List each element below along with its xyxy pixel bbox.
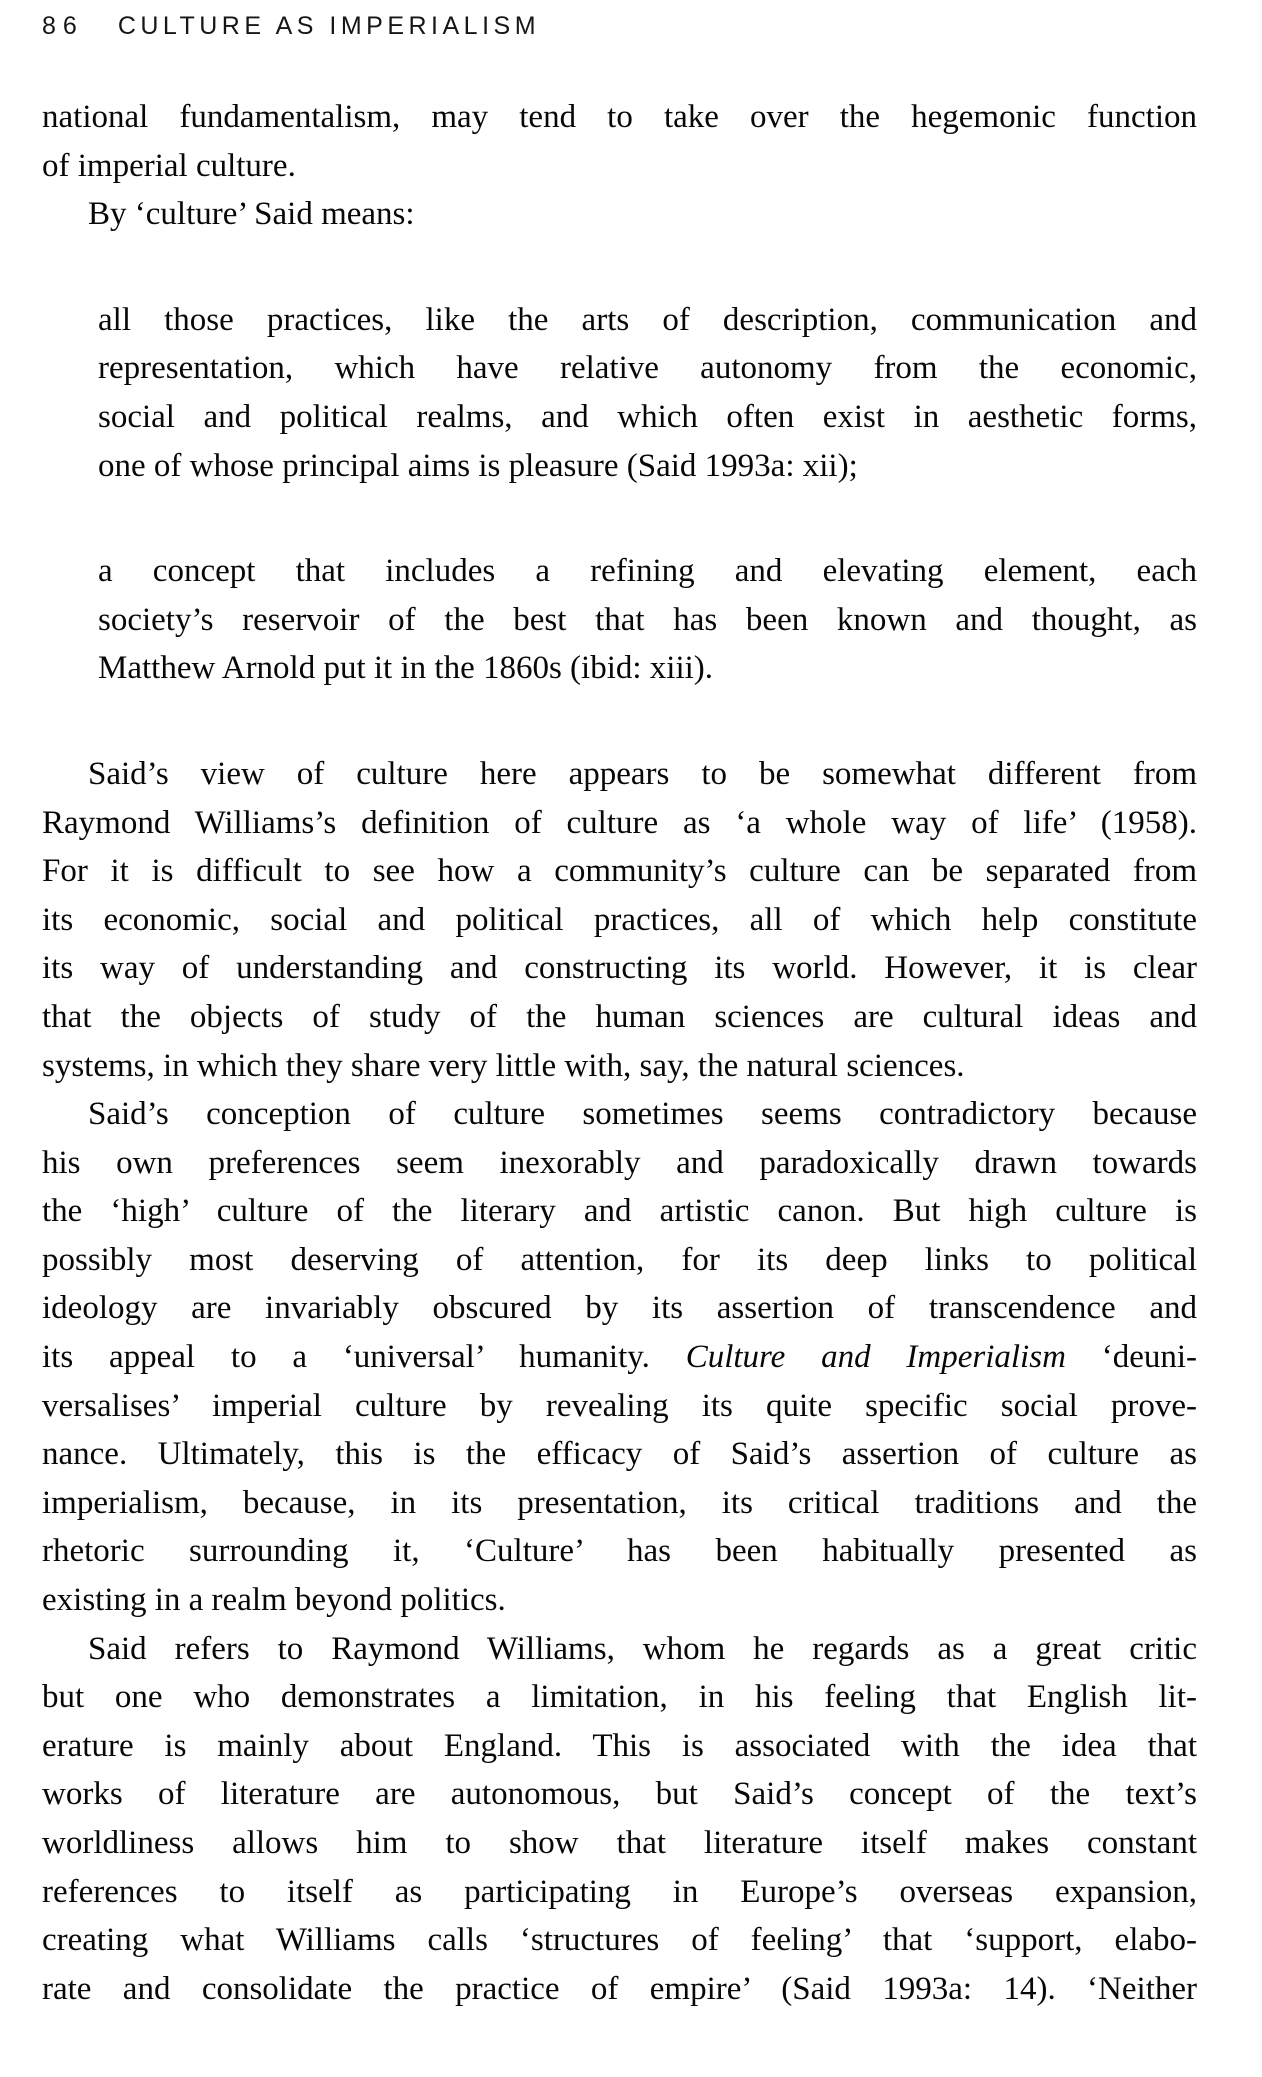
text-segment: systems, in which they share very little with, say, the natural sciences. bbox=[42, 1047, 965, 1084]
text-line bbox=[42, 1430, 1197, 1479]
blockquote bbox=[98, 296, 1197, 490]
paragraph bbox=[42, 93, 1197, 190]
text-line bbox=[42, 1673, 1197, 1722]
text-segment: but one who demonstrates a limitation, in his feeling that English lit- bbox=[42, 1679, 1197, 1716]
book-title-italic: Culture and Imperialism bbox=[685, 1339, 1066, 1376]
text-segment: the ‘high’ culture of the literary and artistic canon. But high culture is bbox=[42, 1193, 1197, 1230]
text-line bbox=[42, 1965, 1197, 2014]
page-header bbox=[42, 12, 1197, 41]
text-segment: rhetoric surrounding it, ‘Culture’ has been habitually presented as bbox=[42, 1533, 1197, 1570]
text-segment: works of literature are autonomous, but Said’s concept of the text’s bbox=[42, 1776, 1197, 1813]
blockquote bbox=[98, 547, 1197, 693]
text-line bbox=[42, 1576, 1197, 1625]
text-segment: ‘deuni- bbox=[1065, 1339, 1198, 1376]
text-line bbox=[42, 750, 1197, 799]
text-line bbox=[42, 190, 1197, 239]
text-segment: rate and consolidate the practice of empire’ (Said 1993a: 14). ‘Neither bbox=[42, 1970, 1197, 2007]
text-line bbox=[42, 1284, 1197, 1333]
text-segment: nance. Ultimately, this is the efficacy of Said’s assertion of culture as bbox=[42, 1436, 1197, 1473]
page-number: 86 bbox=[42, 12, 84, 40]
text-segment: representation, which have relative autonomy from the economic, bbox=[98, 350, 1197, 387]
text-segment: Said refers to Raymond Williams, whom he regards as a great critic bbox=[88, 1630, 1197, 1667]
text-segment: versalises’ imperial culture by revealing its quite specific social prove- bbox=[42, 1387, 1197, 1424]
text-line bbox=[42, 93, 1197, 142]
text-line bbox=[42, 1042, 1197, 1091]
text-segment: erature is mainly about England. This is associated with the idea that bbox=[42, 1727, 1197, 1764]
text-line bbox=[42, 1382, 1197, 1431]
text-line bbox=[98, 296, 1197, 345]
text-line bbox=[42, 799, 1197, 848]
text-segment: references to itself as participating in Europe’s overseas expansion, bbox=[42, 1873, 1197, 1910]
text-line bbox=[42, 142, 1197, 191]
text-line bbox=[98, 547, 1197, 596]
text-line bbox=[42, 1527, 1197, 1576]
text-line bbox=[98, 442, 1197, 491]
text-line bbox=[42, 1916, 1197, 1965]
text-line bbox=[42, 1139, 1197, 1188]
text-content bbox=[42, 93, 1197, 2013]
text-segment: Said’s conception of culture sometimes seems contradictory because bbox=[88, 1096, 1197, 1133]
text-line bbox=[42, 1187, 1197, 1236]
text-line bbox=[42, 896, 1197, 945]
text-line bbox=[42, 1819, 1197, 1868]
text-segment: By ‘culture’ Said means: bbox=[88, 196, 415, 233]
text-segment: a concept that includes a refining and elevating element, each bbox=[98, 553, 1197, 590]
text-segment: its appeal to a ‘universal’ humanity. bbox=[42, 1339, 686, 1376]
text-line bbox=[42, 944, 1197, 993]
text-segment: worldliness allows him to show that literature itself makes constant bbox=[42, 1825, 1197, 1861]
text-line bbox=[42, 847, 1197, 896]
text-line bbox=[98, 644, 1197, 693]
text-line bbox=[42, 1722, 1197, 1771]
text-line bbox=[42, 1479, 1197, 1528]
text-segment: its economic, social and political practices, all of which help constitute bbox=[42, 901, 1197, 938]
paragraph bbox=[42, 190, 1197, 239]
text-segment: national fundamentalism, may tend to take over the hegemonic function bbox=[42, 99, 1197, 135]
text-line bbox=[42, 1236, 1197, 1285]
text-segment: Raymond Williams’s definition of culture as ‘a whole way of life’ (1958). bbox=[42, 804, 1197, 841]
text-segment: all those practices, like the arts of description, communication and bbox=[98, 301, 1197, 338]
text-segment: ideology are invariably obscured by its assertion of transcendence and bbox=[42, 1290, 1197, 1327]
paragraph bbox=[42, 750, 1197, 1090]
text-line bbox=[98, 393, 1197, 442]
text-segment: creating what Williams calls ‘structures of feeling’ that ‘support, elabo- bbox=[42, 1922, 1197, 1959]
text-segment: possibly most deserving of attention, for its deep links to political bbox=[42, 1241, 1197, 1278]
text-segment: society’s reservoir of the best that has been known and thought, as bbox=[98, 601, 1197, 638]
text-line bbox=[98, 344, 1197, 393]
text-segment: of imperial culture. bbox=[42, 147, 296, 184]
text-segment: Said’s view of culture here appears to be somewhat different from bbox=[88, 755, 1197, 792]
text-segment: existing in a realm beyond politics. bbox=[42, 1582, 506, 1619]
text-segment: imperialism, because, in its presentation, its critical traditions and the bbox=[42, 1484, 1197, 1521]
text-segment: social and political realms, and which often exist in aesthetic forms, bbox=[98, 398, 1197, 435]
paragraph bbox=[42, 1090, 1197, 1625]
text-segment: his own preferences seem inexorably and paradoxically drawn towards bbox=[42, 1144, 1197, 1181]
text-line bbox=[42, 1625, 1197, 1674]
text-line bbox=[42, 1090, 1197, 1139]
text-segment: its way of understanding and constructing its world. However, it is clear bbox=[42, 950, 1197, 987]
running-title: CULTURE AS IMPERIALISM bbox=[117, 12, 541, 40]
text-segment: Matthew Arnold put it in the 1860s (ibid: xiii). bbox=[98, 650, 714, 687]
text-segment: one of whose principal aims is pleasure (Said 1993a: xii); bbox=[98, 447, 858, 484]
text-segment: For it is difficult to see how a community’s culture can be separated from bbox=[42, 853, 1197, 890]
paragraph bbox=[42, 1625, 1197, 2014]
text-line bbox=[42, 1333, 1197, 1382]
text-segment: that the objects of study of the human sciences are cultural ideas and bbox=[42, 998, 1197, 1035]
text-line bbox=[42, 993, 1197, 1042]
text-line bbox=[42, 1770, 1197, 1819]
text-line bbox=[98, 596, 1197, 645]
text-line bbox=[42, 1868, 1197, 1917]
